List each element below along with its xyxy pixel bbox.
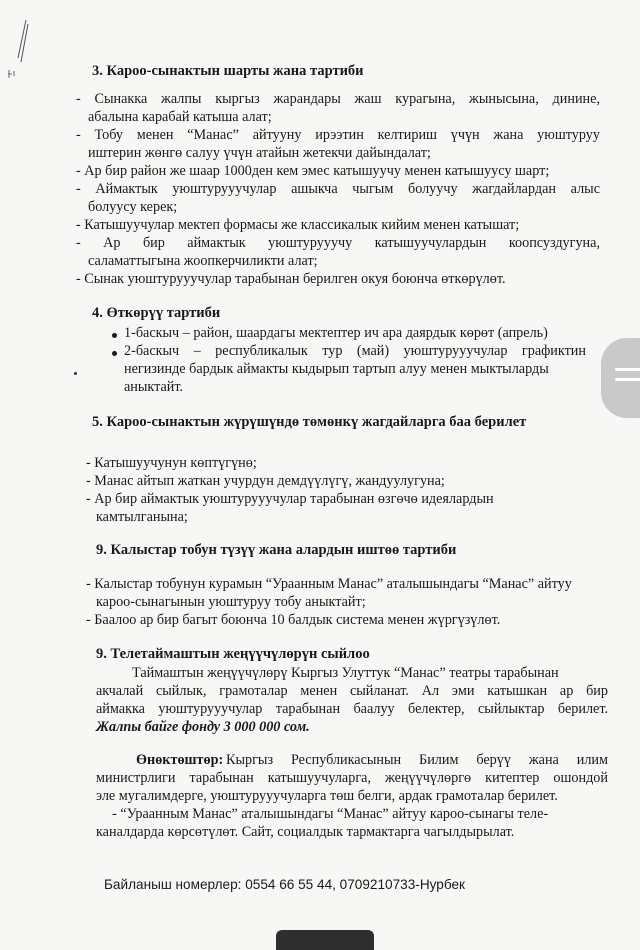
handle-grip-icon (615, 368, 640, 371)
section-3-line: болуусу керек; (88, 199, 178, 215)
contact-numbers: Байланыш номерлер: 0554 66 55 44, 0709210733-Нурбек (104, 877, 465, 892)
section-3-line: - Ар бир район же шаар 1000ден кем эмес катышуучу менен катышуусу шарт; (76, 163, 550, 179)
handle-grip-icon (615, 378, 640, 381)
section-9-awards-line: аймакка уюштурууучулар тарабынан баалуу белектер, сыйлыктар берилет. (96, 701, 608, 717)
stray-mark (74, 372, 77, 375)
bottom-bar-handle[interactable] (276, 930, 374, 950)
section-3-line: - Сынакка жалпы кыргыз жарандары жаш курагына, жынысына, динине, (76, 91, 600, 107)
section-4-line: аныктайт. (124, 379, 184, 395)
partners-line: министрлиги тарабынан катышуучуларга, жеңүүчүлөргө китептер ошондой (96, 770, 608, 786)
partners-line: Кыргыз Республикасынын Билим берүү жана илим (226, 752, 608, 768)
section-3-line: - Катышуучулар мектеп формасы же классикалык кийим менен катышат; (76, 217, 520, 233)
section-9-jury-title: 9. Калыстар тобун түзүү жана алардын иштөө тартиби (96, 542, 457, 558)
section-5-line: - Ар бир аймактык уюштурууучулар тарабынан өзгөчө идеялардын (86, 491, 494, 507)
section-3-line: абалына карабай катыша алат; (88, 109, 272, 125)
partners-line: эле мугалимдерге, уюштурууучуларга төш белги, ардак грамоталар берилет. (96, 788, 558, 804)
bullet-icon (112, 333, 117, 338)
section-4-line: негизинде бардык аймакты кыдырып тартып алуу менен мыктыларды (124, 361, 549, 377)
pen-mark-icon (4, 18, 34, 80)
partners-line: - “Ураанным Манас” аталышындагы “Манас” айтуу кароо-сынагы теле- (112, 806, 549, 822)
section-3-line: - Аймактык уюштурууучулар ашыкча чыгым болуучу жагдайлардан алыс (76, 181, 600, 197)
prize-fund: Жалпы байге фонду 3 000 000 сом. (96, 719, 310, 735)
section-4-line: 2-баскыч – республикалык тур (май) уюштурууучулар графиктин (124, 343, 586, 359)
section-3-line: - Тобу менен “Манас” айтууну ирээтин келтириш үчүн жана уюштуруу (76, 127, 600, 143)
section-9-jury-line: - Калыстар тобунун курамын “Ураанным Манас” аталышындагы “Манас” айтуу (86, 576, 572, 592)
section-9-jury-line: - Баалоо ар бир багыт боюнча 10 балдык система менен жүргүзүлөт. (86, 612, 501, 628)
bullet-icon (112, 351, 117, 356)
section-3-line: иштерин жөнгө салуу үчүн атайын жетекчи дайындалат; (88, 145, 431, 161)
section-9-awards-title: 9. Телетаймаштын жеңүүчүлөрүн сыйлоо (96, 646, 370, 662)
section-3-line: саламаттыгына жоопкерчиликти алат; (88, 253, 318, 269)
section-4-title: 4. Өткөрүү тартиби (92, 305, 221, 321)
section-9-awards-line: Таймаштын жеңүүчүлөрү Кыргыз Улуттук “Манас” театры тарабынан (132, 665, 559, 681)
scroll-handle[interactable] (601, 338, 640, 418)
section-9-awards-line: акчалай сыйлык, грамоталар менен сыйланат. Ал эми катышкан ар бир (96, 683, 608, 699)
partners-line: каналдарда көрсөтүлөт. Сайт, социалдык тармактарга чагылдырылат. (96, 824, 515, 840)
partners-label: Өнөктөштөр: (136, 752, 224, 768)
section-5-title: 5. Кароо-сынактын жүрүшүндө төмөнкү жагдайларга баа берилет (92, 414, 527, 430)
section-3-line: - Ар бир аймактык уюштурууучу катышуучулардын коопсуздугуна, (76, 235, 600, 251)
section-3-title: 3. Кароо-сынактын шарты жана тартиби (92, 63, 364, 79)
section-3-line: - Сынак уюштурууучулар тарабынан берилген окуя боюнча өткөрүлөт. (76, 271, 506, 287)
section-5-line: камтылганына; (96, 509, 188, 525)
section-5-line: - Манас айтып жаткан учурдун демдүүлүгү, жандуулугуна; (86, 473, 445, 489)
section-9-jury-line: кароо-сынагынын уюштуруу тобу аныктайт; (96, 594, 366, 610)
section-5-line: - Катышуучунун көптүгүнө; (86, 455, 257, 471)
section-4-line: 1-баскыч – район, шаардагы мектептер ич ара даярдык көрөт (апрель) (124, 325, 548, 341)
